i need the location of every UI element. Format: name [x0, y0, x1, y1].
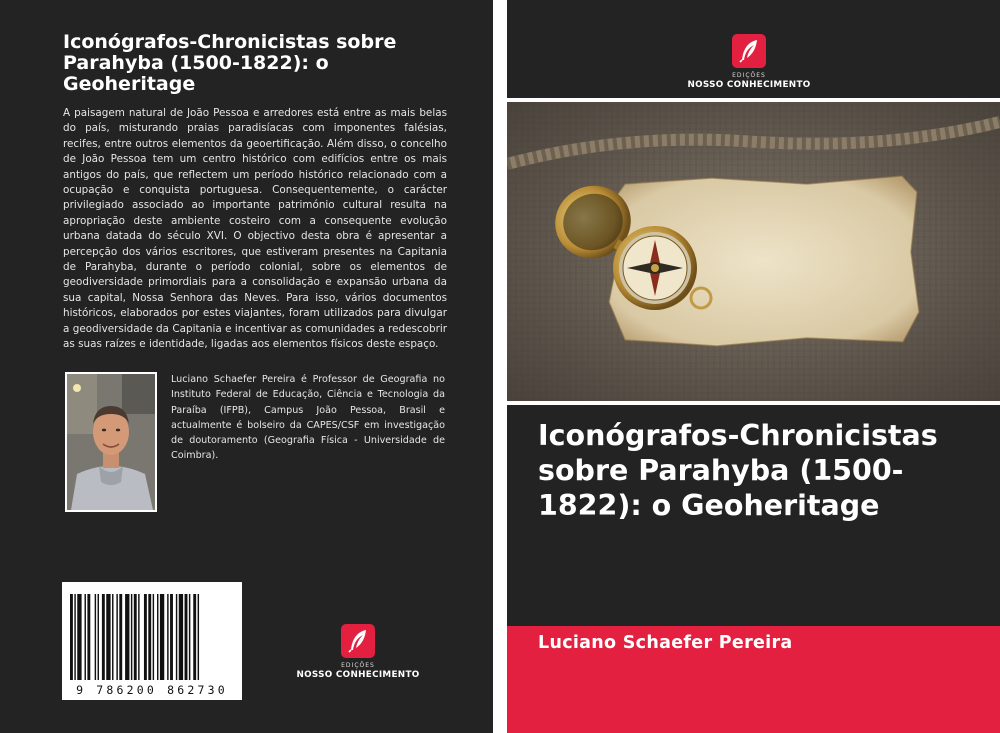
feather-quill-icon: [732, 34, 766, 68]
front-cover-author: Luciano Schaefer Pereira: [538, 633, 793, 653]
publisher-sub-label: EDIÇÕES: [732, 72, 766, 79]
front-cover: [507, 0, 1000, 733]
back-cover-blurb: A paisagem natural de João Pessoa e arredores está entre as mais belas do país, misturando praias paradisíacas com imponentes falésias, recifes, entre outros elementos da geoertificação. Além disso, o concelho de João Pessoa tem um centro histórico com edifícios entre os mais antigos do país, que reflectem um período histórico relacionado com a ocupação e conquista portuguesa. Consequentemente, o carácter privilegiado associado ao importante património cultural resulta na apropriação deste ambiente costeiro com a consequente evolução urbana datada do século XVI. O objectivo desta obra é apresentar a percepção dos vários escritores, que estiveram presentes na Capitania de Parahyba, durante o período colonial, sobre os elementos de geodiversidade primordiais para a consolidação e expansão urbana da sua capital, Nossa Senhora das Neves. Para isso, vários documentos históricos, elaborados por estes viajantes, foram utilizados para divulgar a geodiversidade da Capitania e incentivar as comunidades a redescobrir as suas raízes e identidade, ligadas aos elementos físicos deste espaço.: [63, 107, 447, 351]
publisher-logo-back: [296, 624, 420, 680]
barcode-bars: [62, 582, 242, 682]
isbn-barcode: [62, 582, 242, 700]
back-cover-title: Iconógrafos-Chronicistas sobre Parahyba (1500-1822): o Geoheritage: [63, 31, 397, 95]
front-cover-title: Iconógrafos-Chronicistas sobre Parahyba (1500-1822): o Geoheritage: [538, 419, 938, 522]
cover-image-compass-parchment: [507, 102, 1000, 401]
publisher-sub-label: EDIÇÕES: [341, 662, 375, 669]
back-cover: [0, 0, 493, 733]
author-bio: Luciano Schaefer Pereira é Professor de Geografia no Instituto Federal de Educação, Ciência e Tecnologia da Paraíba (IFPB), Campus João Pessoa, Brasil e actualmente é bolseiro da CAPES/CSF em investigação de doutoramento (Geografia Física - Universidade de Coimbra).: [171, 374, 445, 462]
barcode-number: 9 786200 862730: [76, 683, 228, 697]
feather-quill-icon: [341, 624, 375, 658]
publisher-name: NOSSO CONHECIMENTO: [296, 670, 420, 680]
author-portrait-image: [67, 374, 155, 510]
author-band: [507, 626, 1000, 733]
author-photo: [65, 372, 157, 512]
cover-image-bottom-rule: [507, 401, 1000, 405]
spine-gap: [493, 0, 507, 733]
publisher-name: NOSSO CONHECIMENTO: [687, 80, 811, 90]
publisher-logo-front: [687, 34, 811, 90]
